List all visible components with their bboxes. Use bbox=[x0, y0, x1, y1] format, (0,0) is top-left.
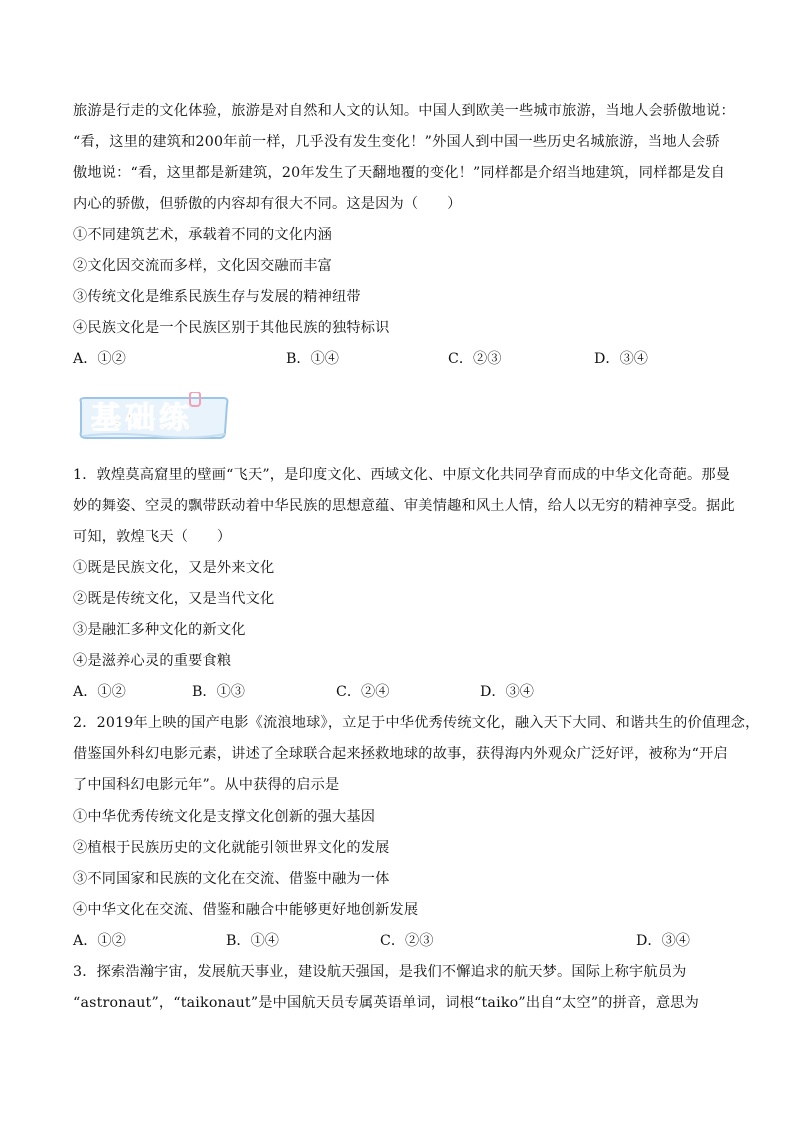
q1-option-b: B．①③ bbox=[192, 684, 245, 700]
q2-line: 借鉴国外科幻电影元素，讲述了全球联合起来拯救地球的故事，获得海内外观众广泛好评，被称为“开启 bbox=[73, 746, 728, 762]
q3-line: 3．探索浩瀚宇宙，发展航天事业，建设航天强国，是我们不懈追求的航天梦。国际上称宇航员为 bbox=[73, 964, 687, 980]
section-banner bbox=[75, 392, 233, 442]
q1-option-a: A．①② bbox=[73, 684, 126, 700]
intro-item: ③传统文化是维系民族生存与发展的精神纽带 bbox=[73, 289, 361, 305]
intro-option-d: D．③④ bbox=[594, 351, 648, 367]
q1-option-c: C．②④ bbox=[336, 684, 390, 700]
q2-option-d: D．③④ bbox=[636, 933, 690, 949]
intro-line: 旅游是行走的文化体验，旅游是对自然和人文的认知。中国人到欧美一些城市旅游，当地人会骄傲地说： bbox=[73, 103, 735, 119]
intro-item: ④民族文化是一个民族区别于其他民族的独特标识 bbox=[73, 320, 390, 336]
q1-option-d: D．③④ bbox=[480, 684, 534, 700]
intro-line: “看，这里的建筑和200年前一样，几乎没有发生变化！”外国人到中国一些历史名城旅游，当地人会骄 bbox=[73, 134, 720, 150]
q1-item: ④是滋养心灵的重要食粮 bbox=[73, 653, 232, 669]
q2-line: 2．2019年上映的国产电影《流浪地球》，立足于中华优秀传统文化，融入天下大同、和谐共生的价值理念， bbox=[73, 715, 760, 731]
q1-line: 1．敦煌莫高窟里的壁画“飞天”，是印度文化、西域文化、中原文化共同孕育而成的中华文化奇葩。那曼 bbox=[73, 467, 731, 483]
q2-item: ②植根于民族历史的文化就能引领世界文化的发展 bbox=[73, 840, 390, 856]
intro-option-a: A．①② bbox=[73, 351, 126, 367]
banner-graphic bbox=[75, 392, 233, 442]
section-title: 基础练 bbox=[91, 401, 193, 436]
intro-option-b: B．①④ bbox=[286, 351, 339, 367]
intro-item: ②文化因交流而多样，文化因交融而丰富 bbox=[73, 258, 332, 274]
q1-item: ③是融汇多种文化的新文化 bbox=[73, 622, 246, 638]
q1-item: ②既是传统文化，又是当代文化 bbox=[73, 591, 275, 607]
q2-option-a: A．①② bbox=[73, 933, 126, 949]
intro-line: 内心的骄傲，但骄傲的内容却有很大不同。这是因为（ ） bbox=[73, 196, 462, 212]
q1-line: 可知，敦煌飞天（ ） bbox=[73, 529, 232, 545]
q2-item: ④中华文化在交流、借鉴和融合中能够更好地创新发展 bbox=[73, 902, 419, 918]
q1-line: 妙的舞姿、空灵的飘带跃动着中华民族的思想意蕴、审美情趣和风土人情，给人以无穷的精神享受。据此 bbox=[73, 498, 735, 514]
q2-option-b: B．①④ bbox=[226, 933, 279, 949]
q3-line: “astronaut”，“taikonaut”是中国航天员专属英语单词，词根“taiko”出自“太空”的拼音，意思为 bbox=[73, 995, 699, 1011]
q2-item: ①中华优秀传统文化是支撑文化创新的强大基因 bbox=[73, 809, 376, 825]
q2-line: 了中国科幻电影元年”。从中获得的启示是 bbox=[73, 777, 340, 793]
q2-item: ③不同国家和民族的文化在交流、借鉴中融为一体 bbox=[73, 871, 390, 887]
q1-item: ①既是民族文化，又是外来文化 bbox=[73, 560, 275, 576]
intro-line: 傲地说：“看，这里都是新建筑，20年发生了天翻地覆的变化！”同样都是介绍当地建筑，同样都是发自 bbox=[73, 165, 726, 181]
intro-item: ①不同建筑艺术，承载着不同的文化内涵 bbox=[73, 227, 332, 243]
q2-option-c: C．②③ bbox=[380, 933, 434, 949]
intro-option-c: C．②③ bbox=[448, 351, 502, 367]
